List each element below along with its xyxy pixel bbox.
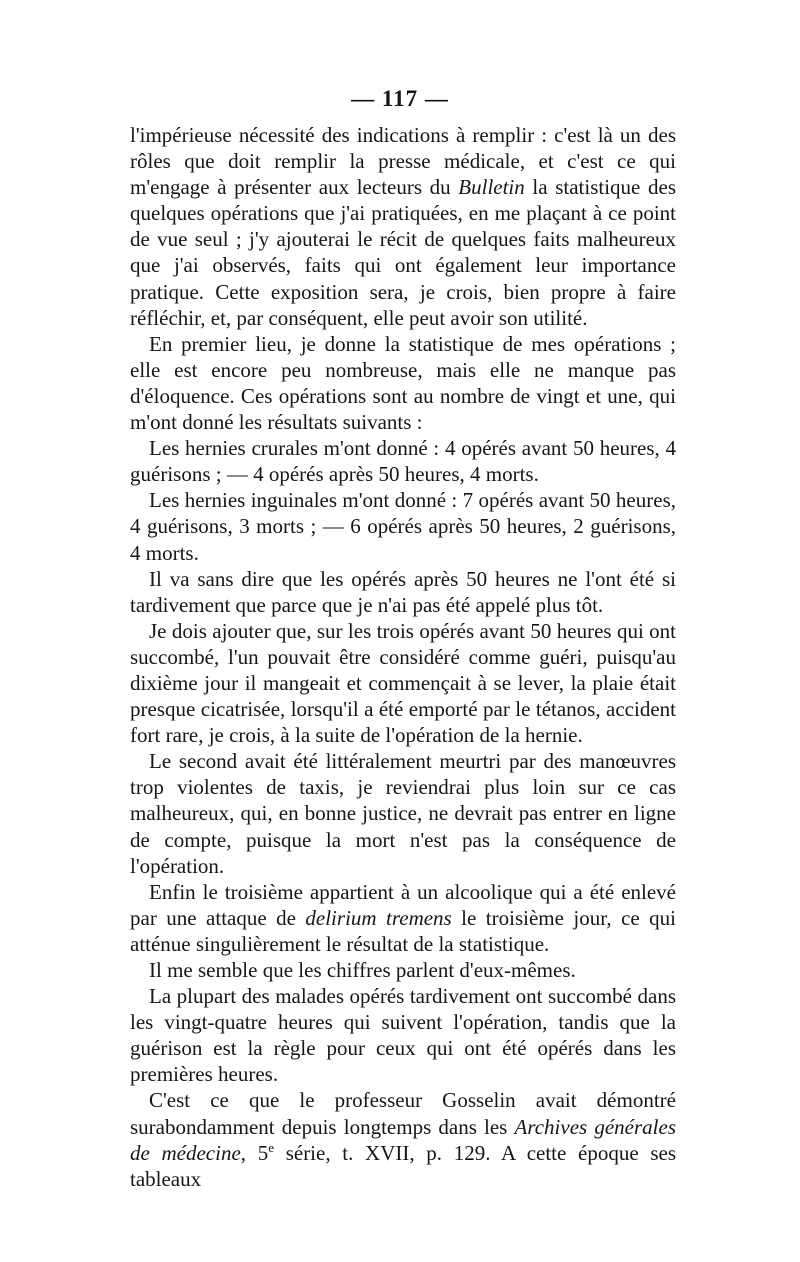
paragraph-crural-hernias: Les hernies crurales m'ont donné : 4 opérés avant 50 heures, 4 guérisons ; — 4 opérés après 50 heures, 4 morts. (130, 436, 676, 487)
page-number: — 117 — (351, 86, 449, 111)
paragraph-inguinal-hernias: Les hernies inguinales m'ont donné : 7 opérés avant 50 heures, 4 guérisons, 3 morts ; — 6 opérés après 50 heures, 2 guérisons, 4 morts. (130, 488, 676, 565)
paragraph-6: Je dois ajouter que, sur les trois opérés avant 50 heures qui ont succombé, l'un pouvait être considéré comme guéri, puisqu'au dixième jour il mangeait et commençait à se lever, la plaie était presque cicatrisée, lorsqu'il a été emporté par le tétanos, accident fort rare, je crois, à la suite de l'opération de la hernie. (130, 618, 676, 748)
paragraph-7: Le second avait été littéralement meurtri par des manœuvres trop violentes de taxis, je reviendrai plus loin sur ce cas malheureux, qui, en bonne justice, ne devrait pas entrer en ligne de compte, puisque la mort n'est pas la conséquence de l'opération. (130, 749, 676, 878)
paragraph-11-text-a: C'est ce que le professeur Gosselin avait démontré surabondamment depuis longtemps dans les (130, 1088, 676, 1139)
paragraph-8-text-b: le troisième jour, ce qui atténue singulièrement le résultat de la statistique. (130, 905, 677, 956)
paragraph-1-text-a: l'impérieuse nécessité des indications à remplir : c'est là un des rôles que doit remplir la presse médicale, et c'est ce qui m'engage à présenter aux lecteurs du (130, 123, 676, 200)
paragraph-9: Il me semble que les chiffres parlent d'eux-mêmes. (149, 958, 576, 982)
paragraph-11-text-c: série, t. XVII, p. 129. A cette époque ses tableaux (130, 1140, 676, 1191)
paragraph-10: La plupart des malades opérés tardivement ont succombé dans les vingt-quatre heures qui suivent l'opération, tandis que la guérison est la règle pour ceux qui ont été opérés dans les premières heures. (130, 984, 676, 1087)
series-superscript: e (268, 1139, 275, 1155)
paragraph-1-text-b: la statistique des quelques opérations que j'ai pratiquées, en me plaçant à ce point de vue seul ; j'y ajouterai le récit de quelques faits malheureux que j'ai observés, faits qui ont également leur importance pratique. Cette exposition sera, je crois, bien propre à faire réfléchir, et, par conséquent, elle peut avoir son utilité. (130, 175, 676, 330)
body-text (130, 122, 676, 1192)
archives-title: Archives générales de médecine (130, 1114, 676, 1165)
paragraph-11 (130, 1087, 676, 1191)
bulletin-title: Bulletin (458, 175, 525, 200)
delirium-tremens-term: delirium tremens (305, 905, 452, 930)
paragraph-5: Il va sans dire que les opérés après 50 heures ne l'ont été si tardivement que parce que je n'ai pas été appelé plus tôt. (130, 566, 676, 617)
paragraph-11-text-b: , 5 (240, 1140, 269, 1165)
paragraph-8 (130, 879, 676, 957)
paragraph-2: En premier lieu, je donne la statistique de mes opérations ; elle est encore peu nombreuse, mais elle ne manque pas d'éloquence. Ces opérations sont au nombre de vingt et une, qui m'ont donné les résultats suivants : (130, 331, 676, 435)
paragraph-1 (130, 122, 676, 331)
paragraph-8-text-a: Enfin le troisième appartient à un alcoolique qui a été enlevé par une attaque de (130, 879, 676, 930)
